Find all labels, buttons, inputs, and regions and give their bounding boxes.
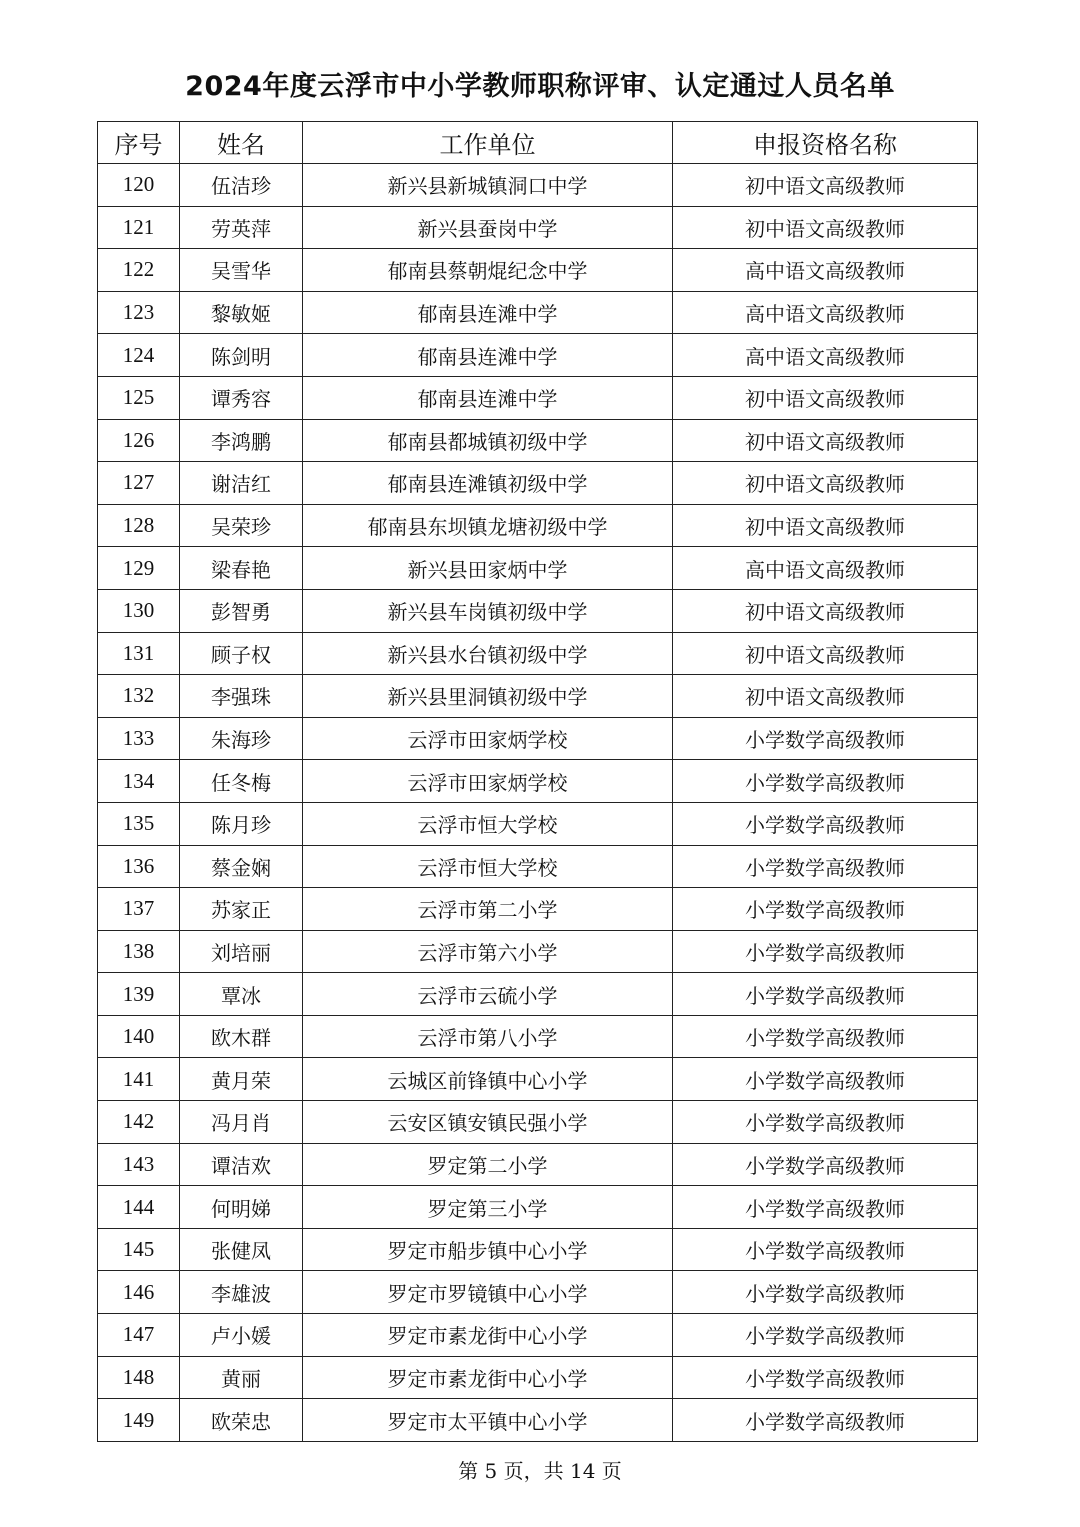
work-unit-cell: 罗定第三小学 [303,1186,673,1229]
work-unit-cell: 云浮市恒大学校 [303,845,673,888]
table-row [98,376,978,419]
serial-number-cell: 123 [98,291,180,334]
work-unit-cell: 云浮市第二小学 [303,888,673,931]
table-row [98,1314,978,1357]
work-unit-cell: 云浮市云硫小学 [303,973,673,1016]
qualification-cell: 初中语文高级教师 [673,504,978,547]
name-cell: 苏家正 [180,888,303,931]
serial-number-cell: 136 [98,845,180,888]
name-cell: 陈月珍 [180,802,303,845]
serial-number-cell: 142 [98,1101,180,1144]
name-cell: 李鸿鹏 [180,419,303,462]
name-cell: 朱海珍 [180,717,303,760]
name-cell: 欧荣忠 [180,1399,303,1442]
serial-number-cell: 130 [98,589,180,632]
work-unit-cell: 新兴县蚕岗中学 [303,206,673,249]
name-cell: 张健凤 [180,1228,303,1271]
name-cell: 谢洁红 [180,462,303,505]
name-cell: 彭智勇 [180,589,303,632]
work-unit-cell: 罗定市素龙街中心小学 [303,1314,673,1357]
qualification-cell: 小学数学高级教师 [673,1399,978,1442]
name-cell: 黄丽 [180,1356,303,1399]
header-serial-number: 序号 [98,122,180,164]
qualification-cell: 高中语文高级教师 [673,291,978,334]
serial-number-cell: 128 [98,504,180,547]
work-unit-cell: 云浮市第八小学 [303,1015,673,1058]
name-cell: 吴雪华 [180,249,303,292]
table-header-row [98,122,978,164]
header-work-unit: 工作单位 [303,122,673,164]
table-row [98,164,978,207]
name-cell: 顾子权 [180,632,303,675]
serial-number-cell: 138 [98,930,180,973]
table-row [98,930,978,973]
table-row [98,802,978,845]
work-unit-cell: 罗定市太平镇中心小学 [303,1399,673,1442]
page-title: 2024年度云浮市中小学教师职称评审、认定通过人员名单 [185,71,895,102]
serial-number-cell: 129 [98,547,180,590]
qualification-cell: 初中语文高级教师 [673,462,978,505]
name-cell: 李雄波 [180,1271,303,1314]
name-cell: 陈剑明 [180,334,303,377]
serial-number-cell: 131 [98,632,180,675]
qualification-cell: 高中语文高级教师 [673,249,978,292]
qualification-cell: 初中语文高级教师 [673,675,978,718]
qualification-cell: 初中语文高级教师 [673,632,978,675]
qualification-cell: 小学数学高级教师 [673,760,978,803]
serial-number-cell: 141 [98,1058,180,1101]
work-unit-cell: 罗定市船步镇中心小学 [303,1228,673,1271]
work-unit-cell: 云浮市第六小学 [303,930,673,973]
serial-number-cell: 127 [98,462,180,505]
table-row [98,632,978,675]
name-cell: 欧木群 [180,1015,303,1058]
work-unit-cell: 郁南县连滩镇初级中学 [303,462,673,505]
name-cell: 劳英萍 [180,206,303,249]
serial-number-cell: 144 [98,1186,180,1229]
work-unit-cell: 新兴县里洞镇初级中学 [303,675,673,718]
qualification-cell: 小学数学高级教师 [673,845,978,888]
work-unit-cell: 郁南县连滩中学 [303,334,673,377]
table-row [98,973,978,1016]
serial-number-cell: 126 [98,419,180,462]
qualification-cell: 小学数学高级教师 [673,1356,978,1399]
table-row [98,547,978,590]
qualification-cell: 小学数学高级教师 [673,888,978,931]
table-row [98,845,978,888]
qualification-cell: 小学数学高级教师 [673,1143,978,1186]
qualification-cell: 小学数学高级教师 [673,1271,978,1314]
qualification-cell: 小学数学高级教师 [673,930,978,973]
work-unit-cell: 郁南县连滩中学 [303,376,673,419]
table-row [98,1058,978,1101]
serial-number-cell: 133 [98,717,180,760]
serial-number-cell: 148 [98,1356,180,1399]
table-row [98,462,978,505]
serial-number-cell: 135 [98,802,180,845]
serial-number-cell: 149 [98,1399,180,1442]
table-row [98,1101,978,1144]
qualification-cell: 高中语文高级教师 [673,334,978,377]
name-cell: 冯月肖 [180,1101,303,1144]
table-row [98,1271,978,1314]
serial-number-cell: 143 [98,1143,180,1186]
qualification-cell: 高中语文高级教师 [673,547,978,590]
qualification-cell: 初中语文高级教师 [673,589,978,632]
table-row [98,760,978,803]
serial-number-cell: 121 [98,206,180,249]
work-unit-cell: 云浮市田家炳学校 [303,760,673,803]
table-row [98,888,978,931]
table-row [98,1399,978,1442]
name-cell: 蔡金娴 [180,845,303,888]
work-unit-cell: 罗定市罗镜镇中心小学 [303,1271,673,1314]
table-row [98,249,978,292]
name-cell: 吴荣珍 [180,504,303,547]
table-row [98,1186,978,1229]
work-unit-cell: 云浮市田家炳学校 [303,717,673,760]
table-row [98,206,978,249]
work-unit-cell: 新兴县水台镇初级中学 [303,632,673,675]
work-unit-cell: 云浮市恒大学校 [303,802,673,845]
work-unit-cell: 新兴县田家炳中学 [303,547,673,590]
qualification-cell: 小学数学高级教师 [673,1228,978,1271]
table-row [98,334,978,377]
qualification-cell: 小学数学高级教师 [673,1186,978,1229]
header-qualification: 申报资格名称 [673,122,978,164]
name-cell: 李强珠 [180,675,303,718]
name-cell: 伍洁珍 [180,164,303,207]
work-unit-cell: 罗定第二小学 [303,1143,673,1186]
serial-number-cell: 132 [98,675,180,718]
table-row [98,1356,978,1399]
table-row [98,1015,978,1058]
work-unit-cell: 新兴县车岗镇初级中学 [303,589,673,632]
qualification-cell: 小学数学高级教师 [673,1015,978,1058]
qualification-cell: 初中语文高级教师 [673,419,978,462]
name-cell: 任冬梅 [180,760,303,803]
table-row [98,1143,978,1186]
serial-number-cell: 146 [98,1271,180,1314]
serial-number-cell: 122 [98,249,180,292]
work-unit-cell: 郁南县蔡朝焜纪念中学 [303,249,673,292]
table-row [98,1228,978,1271]
name-cell: 覃冰 [180,973,303,1016]
qualification-cell: 初中语文高级教师 [673,164,978,207]
work-unit-cell: 新兴县新城镇洞口中学 [303,164,673,207]
serial-number-cell: 145 [98,1228,180,1271]
qualification-cell: 初中语文高级教师 [673,376,978,419]
table-row [98,419,978,462]
name-cell: 黎敏姬 [180,291,303,334]
name-cell: 卢小媛 [180,1314,303,1357]
work-unit-cell: 罗定市素龙街中心小学 [303,1356,673,1399]
header-name: 姓名 [180,122,303,164]
table-row [98,675,978,718]
roster-table [97,121,978,1442]
name-cell: 谭洁欢 [180,1143,303,1186]
name-cell: 黄月荣 [180,1058,303,1101]
work-unit-cell: 郁南县都城镇初级中学 [303,419,673,462]
serial-number-cell: 140 [98,1015,180,1058]
qualification-cell: 小学数学高级教师 [673,802,978,845]
qualification-cell: 小学数学高级教师 [673,1058,978,1101]
work-unit-cell: 云城区前锋镇中心小学 [303,1058,673,1101]
serial-number-cell: 134 [98,760,180,803]
qualification-cell: 小学数学高级教师 [673,973,978,1016]
work-unit-cell: 云安区镇安镇民强小学 [303,1101,673,1144]
serial-number-cell: 137 [98,888,180,931]
serial-number-cell: 139 [98,973,180,1016]
qualification-cell: 小学数学高级教师 [673,717,978,760]
serial-number-cell: 147 [98,1314,180,1357]
table-body [98,164,978,1442]
work-unit-cell: 郁南县东坝镇龙塘初级中学 [303,504,673,547]
table-row [98,589,978,632]
table-row [98,291,978,334]
qualification-cell: 小学数学高级教师 [673,1101,978,1144]
qualification-cell: 小学数学高级教师 [673,1314,978,1357]
name-cell: 谭秀容 [180,376,303,419]
page-number: 第 5 页，共 14 页 [458,1459,622,1483]
work-unit-cell: 郁南县连滩中学 [303,291,673,334]
name-cell: 刘培丽 [180,930,303,973]
name-cell: 梁春艳 [180,547,303,590]
table-row [98,717,978,760]
serial-number-cell: 124 [98,334,180,377]
serial-number-cell: 125 [98,376,180,419]
table-row [98,504,978,547]
name-cell: 何明娣 [180,1186,303,1229]
serial-number-cell: 120 [98,164,180,207]
qualification-cell: 初中语文高级教师 [673,206,978,249]
